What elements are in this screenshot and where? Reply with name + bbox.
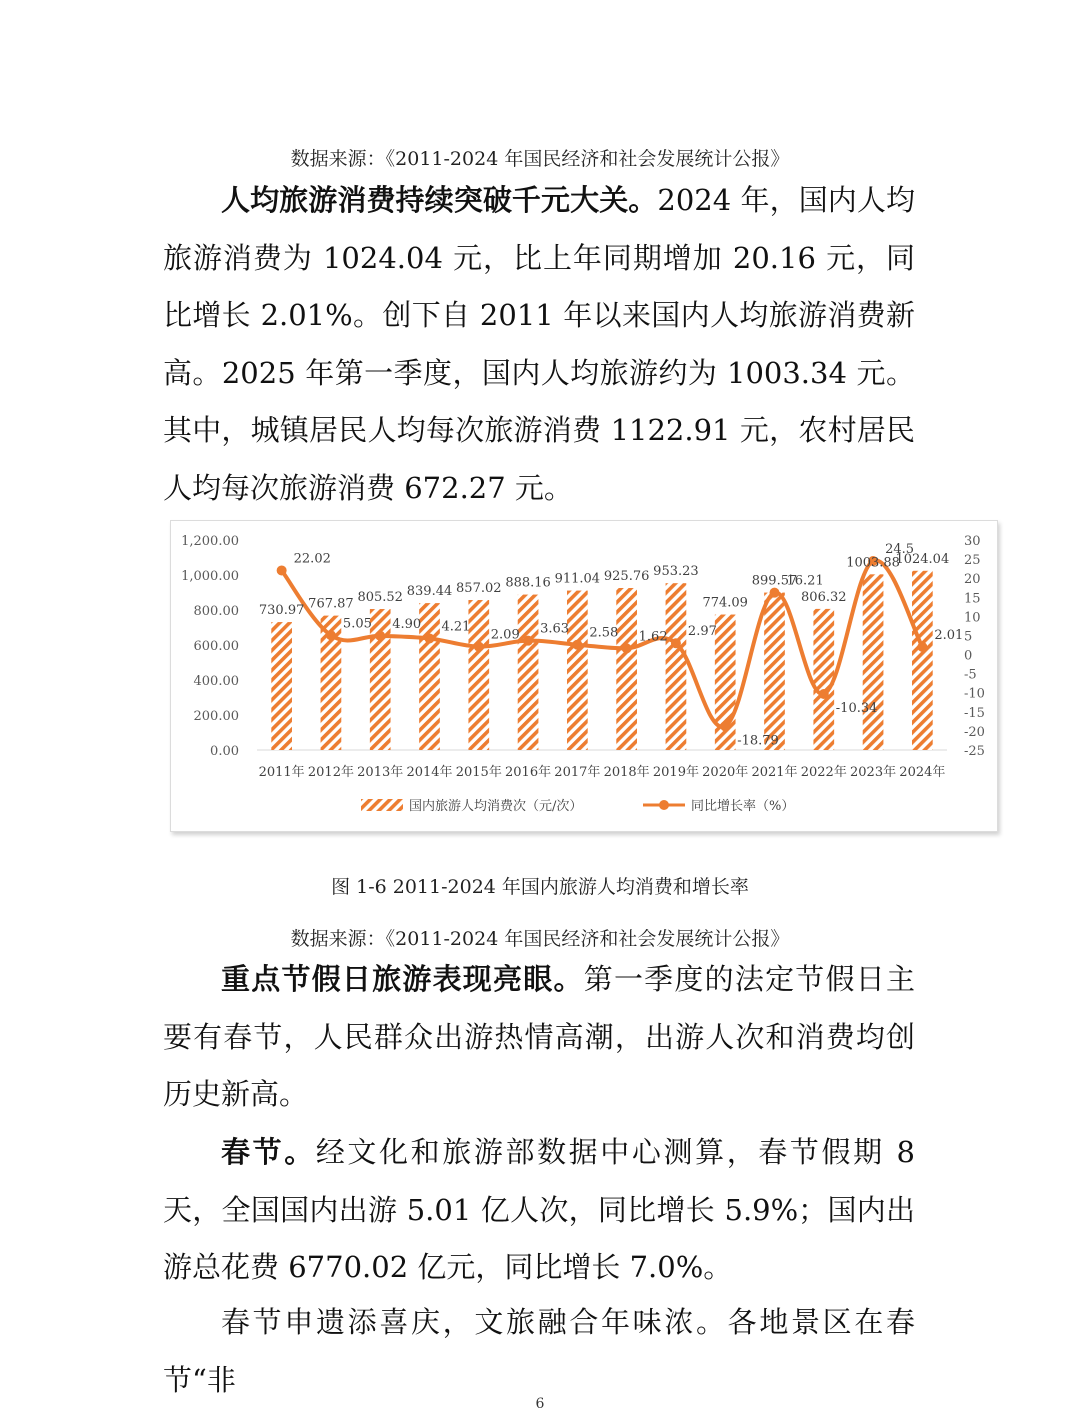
bar bbox=[419, 603, 440, 750]
legend-bar-swatch bbox=[361, 799, 403, 811]
right-axis-tick: -10 bbox=[964, 686, 985, 702]
bar-value-label: 839.44 bbox=[406, 584, 453, 600]
left-axis-tick: 0.00 bbox=[210, 744, 239, 759]
bar bbox=[912, 571, 933, 750]
x-axis-tick: 2017年 bbox=[554, 765, 601, 780]
bar bbox=[468, 600, 489, 750]
x-axis-tick: 2020年 bbox=[702, 765, 749, 780]
line-value-label: 2.97 bbox=[687, 624, 717, 640]
bar-value-label: 953.23 bbox=[653, 564, 699, 580]
right-axis-tick: -5 bbox=[964, 667, 977, 683]
x-axis-tick: 2023年 bbox=[850, 765, 897, 780]
growth-rate-point bbox=[523, 636, 533, 646]
paragraph-body: 第一季度的法定节假日主要有春节，人民群众出游热情高潮，出游人次和消费均创历史新高。 bbox=[163, 962, 915, 1111]
growth-rate-point bbox=[622, 643, 632, 653]
x-axis-tick: 2019年 bbox=[652, 765, 699, 780]
left-axis-tick: 1,200.00 bbox=[181, 534, 239, 549]
bar-value-label: 767.87 bbox=[308, 596, 354, 612]
bar bbox=[616, 588, 637, 750]
bar-value-label: 1024.04 bbox=[895, 551, 950, 567]
line-value-label: 3.63 bbox=[540, 621, 570, 637]
paragraph-body: 春节申遗添喜庆，文旅融合年味浓。各地景区在春节“非 bbox=[163, 1305, 915, 1397]
figure-caption: 图 1-6 2011-2024 年国内旅游人均消费和增长率 bbox=[331, 876, 749, 898]
growth-rate-point bbox=[572, 640, 582, 650]
paragraph-spring-festival bbox=[163, 1124, 915, 1297]
right-axis-tick: 5 bbox=[964, 629, 973, 645]
legend-line-marker bbox=[659, 800, 669, 810]
bar-value-label: 805.52 bbox=[357, 590, 403, 606]
growth-rate-point bbox=[671, 638, 681, 648]
x-axis-tick: 2011年 bbox=[258, 765, 305, 780]
line-value-label: 2.58 bbox=[589, 625, 619, 641]
growth-rate-point bbox=[474, 642, 484, 652]
paragraph-heading: 重点节假日旅游表现亮眼。 bbox=[221, 962, 584, 996]
chart-svg bbox=[171, 521, 997, 831]
bar-value-label: 899.57 bbox=[751, 573, 798, 589]
paragraph-per-capita-spending bbox=[163, 172, 915, 517]
bar bbox=[666, 583, 687, 750]
right-axis-tick: -20 bbox=[964, 724, 985, 740]
x-axis-tick: 2012年 bbox=[307, 765, 354, 780]
bar-value-label: 925.76 bbox=[603, 568, 650, 584]
growth-rate-point bbox=[425, 633, 435, 643]
line-value-label: 16.21 bbox=[786, 573, 824, 589]
left-axis-tick: 1,000.00 bbox=[181, 569, 239, 584]
bar-value-label: 888.16 bbox=[505, 575, 551, 591]
line-value-label: 24.5 bbox=[885, 542, 915, 557]
bar bbox=[518, 595, 539, 750]
right-axis-tick: 15 bbox=[964, 591, 981, 607]
bar bbox=[567, 591, 588, 750]
right-axis-tick: 20 bbox=[964, 572, 981, 588]
left-axis-tick: 600.00 bbox=[193, 639, 239, 654]
growth-rate-point bbox=[375, 631, 385, 641]
source-note-bottom: 数据来源：《2011-2024 年国民经济和社会发展统计公报》 bbox=[290, 928, 790, 950]
x-axis-tick: 2016年 bbox=[505, 765, 552, 780]
left-axis-tick: 400.00 bbox=[193, 674, 239, 689]
line-value-label: 2.09 bbox=[490, 627, 520, 643]
bar bbox=[271, 622, 292, 750]
x-axis-tick: 2022年 bbox=[800, 765, 847, 780]
line-value-label: 5.05 bbox=[342, 616, 372, 632]
x-axis-tick: 2014年 bbox=[406, 765, 453, 780]
x-axis-tick: 2015年 bbox=[455, 765, 502, 780]
paragraph-body: 经文化和旅游部数据中心测算，春节假期 8 天，全国国内出游 5.01 亿人次，同比增长 5.9%；国内出游总花费 6770.02 亿元，同比增长 7.0%。 bbox=[163, 1135, 915, 1284]
bar bbox=[764, 593, 785, 750]
paragraph-holiday-tourism bbox=[163, 951, 915, 1124]
line-value-label: 22.02 bbox=[293, 551, 331, 567]
line-value-label: 2.01 bbox=[934, 627, 964, 643]
left-axis-tick: 200.00 bbox=[193, 709, 239, 724]
growth-rate-point bbox=[770, 588, 780, 598]
line-value-label: -10.34 bbox=[835, 701, 878, 717]
bar bbox=[863, 574, 884, 750]
chart-per-capita-spending bbox=[170, 520, 998, 832]
line-value-label: 4.21 bbox=[441, 619, 471, 635]
paragraph-body: 2024 年，国内人均旅游消费为 1024.04 元，比上年同期增加 20.16 元，同比增长 2.01%。创下自 2011 年以来国内人均旅游消费新高。2025 年第一季度，国内人均旅游约为 1003.34 元。其中，城镇居民人均每次旅游消费 1122.91 元，农村居民人均每次旅游消费 672.27 元。 bbox=[163, 183, 915, 505]
x-axis-tick: 2021年 bbox=[751, 765, 798, 780]
legend-line-label: 同比增长率（%） bbox=[691, 799, 795, 814]
bar-value-label: 730.97 bbox=[258, 603, 305, 619]
bar-value-label: 774.09 bbox=[702, 595, 748, 611]
x-axis-tick: 2013年 bbox=[357, 765, 404, 780]
growth-rate-point bbox=[326, 630, 336, 640]
x-axis-tick: 2024年 bbox=[899, 765, 946, 780]
growth-rate-point bbox=[819, 689, 829, 699]
right-axis-tick: 25 bbox=[964, 553, 981, 569]
page-number: 6 bbox=[535, 1396, 545, 1412]
bar-value-label: 857.02 bbox=[456, 581, 502, 597]
line-value-label: -18.79 bbox=[737, 733, 779, 749]
source-note-top: 数据来源：《2011-2024 年国民经济和社会发展统计公报》 bbox=[290, 148, 790, 170]
right-axis-tick: 10 bbox=[964, 610, 981, 626]
right-axis-tick: -25 bbox=[964, 744, 985, 759]
bar-value-label: 911.04 bbox=[554, 571, 601, 587]
right-axis-tick: 30 bbox=[964, 534, 981, 549]
paragraph-heading: 春节。 bbox=[221, 1135, 316, 1169]
left-axis-tick: 800.00 bbox=[193, 604, 239, 619]
bar bbox=[370, 609, 391, 750]
right-axis-tick: 0 bbox=[964, 648, 973, 664]
paragraph-heritage bbox=[163, 1294, 915, 1409]
growth-rate-point bbox=[277, 565, 287, 575]
paragraph-heading: 人均旅游消费持续突破千元大关。 bbox=[221, 183, 658, 217]
right-axis-tick: -15 bbox=[964, 705, 985, 721]
line-value-label: 1.62 bbox=[638, 629, 668, 645]
growth-rate-point bbox=[720, 721, 730, 731]
x-axis-tick: 2018年 bbox=[603, 765, 650, 780]
legend-bar-label: 国内旅游人均消费次（元/次） bbox=[409, 799, 583, 814]
bar bbox=[813, 609, 834, 750]
growth-rate-point bbox=[917, 642, 927, 652]
line-value-label: 4.90 bbox=[392, 616, 422, 632]
bar-value-label: 806.32 bbox=[801, 589, 847, 605]
bar-value-label: 1003.88 bbox=[846, 555, 900, 571]
